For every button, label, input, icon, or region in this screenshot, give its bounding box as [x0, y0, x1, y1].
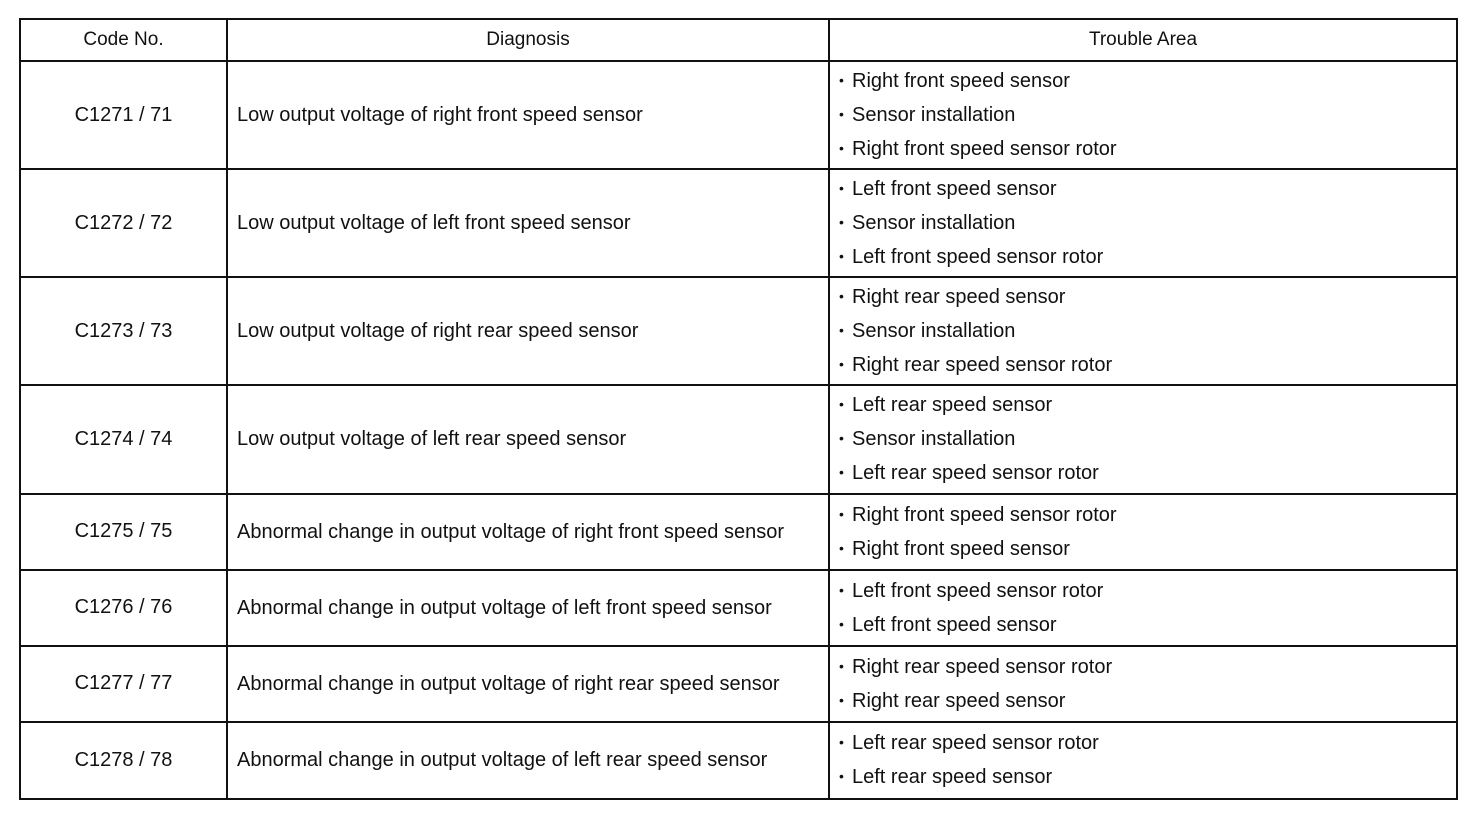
trouble-area-item [839, 98, 1456, 132]
trouble-area-cell [829, 169, 1456, 277]
trouble-area-text: Right rear speed sensor [852, 689, 1066, 712]
code-cell: C1278 / 78 [21, 722, 227, 798]
trouble-area-cell [829, 646, 1456, 722]
code-cell: C1274 / 74 [21, 385, 227, 493]
header-row [21, 20, 1456, 61]
trouble-area-text: Left front speed sensor [852, 178, 1057, 201]
diagnostic-code-table [19, 18, 1458, 800]
table-row [21, 61, 1456, 169]
bullet-icon: • [839, 396, 844, 413]
trouble-area-item [839, 760, 1456, 794]
trouble-area-item [839, 314, 1456, 348]
trouble-area-cell [829, 570, 1456, 646]
bullet-icon: • [839, 180, 844, 197]
trouble-area-item [839, 64, 1456, 98]
trouble-area-item [839, 532, 1456, 566]
bullet-icon: • [839, 734, 844, 751]
table-row [21, 646, 1456, 722]
code-cell: C1273 / 73 [21, 277, 227, 385]
table-row [21, 277, 1456, 385]
bullet-icon: • [839, 691, 844, 708]
trouble-area-text: Left rear speed sensor [852, 766, 1053, 789]
trouble-area-text: Right front speed sensor rotor [852, 138, 1117, 161]
table-row [21, 494, 1456, 570]
diagnosis-cell: Abnormal change in output voltage of right front speed sensor [227, 494, 829, 570]
code-cell: C1271 / 71 [21, 61, 227, 169]
bullet-icon: • [839, 106, 844, 123]
trouble-area-item [839, 348, 1456, 382]
bullet-icon: • [839, 322, 844, 339]
table-row [21, 169, 1456, 277]
trouble-area-text: Left rear speed sensor rotor [852, 462, 1099, 485]
bullet-icon: • [839, 356, 844, 373]
trouble-area-list [839, 726, 1456, 794]
trouble-area-item [839, 574, 1456, 608]
bullet-icon: • [839, 505, 844, 522]
trouble-area-item [839, 172, 1456, 206]
bullet-icon: • [839, 288, 844, 305]
trouble-area-item [839, 132, 1456, 166]
bullet-icon: • [839, 214, 844, 231]
diagnostic-table [21, 20, 1456, 798]
bullet-icon: • [839, 768, 844, 785]
diagnosis-cell: Low output voltage of right rear speed sensor [227, 277, 829, 385]
trouble-area-text: Right rear speed sensor rotor [852, 354, 1113, 377]
trouble-area-item [839, 422, 1456, 456]
trouble-area-cell [829, 277, 1456, 385]
trouble-area-text: Left front speed sensor [852, 613, 1057, 636]
diagnosis-cell: Abnormal change in output voltage of right rear speed sensor [227, 646, 829, 722]
diagnosis-cell: Abnormal change in output voltage of left rear speed sensor [227, 722, 829, 798]
header-code-no: Code No. [21, 20, 227, 61]
table-row [21, 722, 1456, 798]
trouble-area-list [839, 280, 1456, 382]
trouble-area-text: Left rear speed sensor [852, 394, 1053, 417]
bullet-icon: • [839, 430, 844, 447]
trouble-area-item [839, 240, 1456, 274]
trouble-area-text: Right rear speed sensor [852, 286, 1066, 309]
trouble-area-list [839, 172, 1456, 274]
header-diagnosis: Diagnosis [227, 20, 829, 61]
bullet-icon: • [839, 657, 844, 674]
trouble-area-item [839, 280, 1456, 314]
diagnosis-cell: Low output voltage of left rear speed sensor [227, 385, 829, 493]
bullet-icon: • [839, 581, 844, 598]
trouble-area-text: Left front speed sensor rotor [852, 579, 1104, 602]
bullet-icon: • [839, 72, 844, 89]
code-cell: C1272 / 72 [21, 169, 227, 277]
trouble-area-text: Right front speed sensor [852, 70, 1070, 93]
trouble-area-item [839, 650, 1456, 684]
trouble-area-cell [829, 385, 1456, 493]
trouble-area-list [839, 64, 1456, 166]
bullet-icon: • [839, 464, 844, 481]
table-body [21, 61, 1456, 798]
diagnosis-cell: Low output voltage of right front speed sensor [227, 61, 829, 169]
code-cell: C1276 / 76 [21, 570, 227, 646]
trouble-area-text: Sensor installation [852, 104, 1016, 127]
bullet-icon: • [839, 615, 844, 632]
code-cell: C1275 / 75 [21, 494, 227, 570]
trouble-area-item [839, 726, 1456, 760]
trouble-area-item [839, 206, 1456, 240]
trouble-area-text: Right front speed sensor [852, 537, 1070, 560]
trouble-area-list [839, 650, 1456, 718]
trouble-area-cell [829, 61, 1456, 169]
diagnosis-cell: Abnormal change in output voltage of left front speed sensor [227, 570, 829, 646]
code-cell: C1277 / 77 [21, 646, 227, 722]
bullet-icon: • [839, 140, 844, 157]
trouble-area-list [839, 574, 1456, 642]
bullet-icon: • [839, 248, 844, 265]
trouble-area-item [839, 388, 1456, 422]
trouble-area-list [839, 498, 1456, 566]
trouble-area-text: Sensor installation [852, 428, 1016, 451]
trouble-area-item [839, 684, 1456, 718]
trouble-area-text: Sensor installation [852, 320, 1016, 343]
trouble-area-item [839, 456, 1456, 490]
trouble-area-item [839, 498, 1456, 532]
trouble-area-text: Right front speed sensor rotor [852, 503, 1117, 526]
bullet-icon: • [839, 539, 844, 556]
trouble-area-text: Left front speed sensor rotor [852, 246, 1104, 269]
trouble-area-item [839, 608, 1456, 642]
table-row [21, 570, 1456, 646]
trouble-area-text: Sensor installation [852, 212, 1016, 235]
diagnosis-cell: Low output voltage of left front speed sensor [227, 169, 829, 277]
header-trouble-area: Trouble Area [829, 20, 1456, 61]
trouble-area-list [839, 388, 1456, 490]
trouble-area-cell [829, 722, 1456, 798]
trouble-area-text: Left rear speed sensor rotor [852, 732, 1099, 755]
trouble-area-text: Right rear speed sensor rotor [852, 655, 1113, 678]
table-row [21, 385, 1456, 493]
trouble-area-cell [829, 494, 1456, 570]
